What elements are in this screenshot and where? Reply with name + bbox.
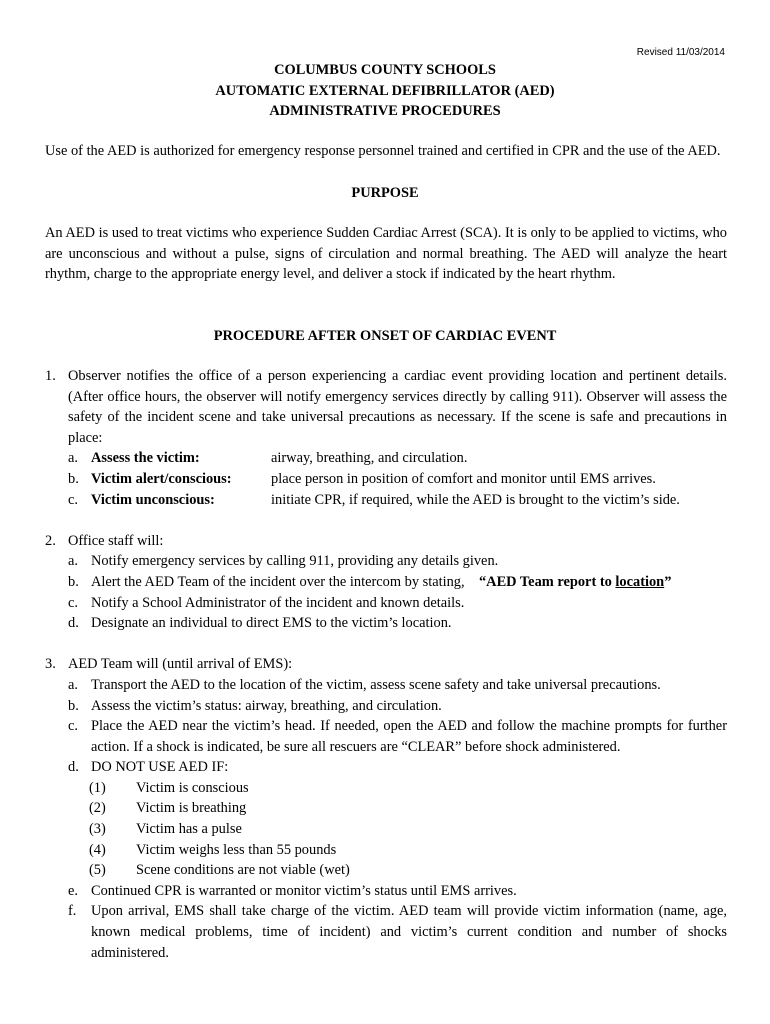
condition-number: (3) — [89, 821, 106, 838]
sub-item — [45, 881, 727, 902]
sub-letter: f. — [68, 903, 77, 920]
sub-item — [45, 572, 727, 593]
sub-text: Assess the victim’s status: airway, breathing, and circulation. — [91, 697, 442, 714]
sub-text: DO NOT USE AED IF: — [91, 759, 229, 776]
condition-item — [45, 860, 727, 881]
sub-item — [45, 593, 727, 614]
title-line-3: ADMINISTRATIVE PROCEDURES — [269, 103, 501, 119]
sub-letter: d. — [68, 615, 79, 632]
title-line-2: AUTOMATIC EXTERNAL DEFIBRILLATOR (AED) — [215, 82, 555, 99]
procedure-item-2 — [45, 531, 727, 552]
sub-letter: b. — [68, 697, 79, 714]
item-number: 3. — [45, 656, 56, 673]
sub-text: Continued CPR is warranted or monitor victim’s status until EMS arrives. — [91, 882, 517, 899]
sub-text-with-quote — [91, 572, 727, 593]
sub-item-unconscious — [45, 490, 727, 511]
sub-letter: a. — [68, 450, 78, 467]
sub-item-assess — [45, 448, 727, 469]
location-placeholder: location — [615, 573, 665, 590]
sub-letter: d. — [68, 759, 79, 776]
sub-item — [45, 901, 727, 963]
procedure-heading: PROCEDURE AFTER ONSET OF CARDIAC EVENT — [213, 328, 557, 344]
procedure-list — [45, 366, 727, 963]
sub-label: Victim unconscious: — [91, 491, 215, 508]
document-title — [0, 60, 770, 122]
sub-item — [45, 757, 727, 778]
condition-number: (2) — [89, 800, 106, 817]
sub-letter: b. — [68, 470, 79, 487]
sub-text: Place the AED near the victim’s head. If needed, open the AED and follow the machine prompts for further action. If a shock is indicated, be sure all rescuers are “CLEAR” before shock administered. — [91, 718, 727, 755]
procedure-item-3 — [45, 654, 727, 675]
condition-text: Victim is conscious — [136, 779, 249, 796]
condition-item — [45, 840, 727, 861]
sub-item — [45, 675, 727, 696]
condition-text: Scene conditions are not viable (wet) — [136, 862, 350, 879]
sub-letter: c. — [68, 718, 78, 735]
title-line-1: COLUMBUS COUNTY SCHOOLS — [274, 62, 496, 78]
sub-item — [45, 551, 727, 572]
sub-text: Alert the AED Team of the incident over the intercom by stating, — [91, 573, 465, 590]
sub-text: Designate an individual to direct EMS to the victim’s location. — [91, 615, 452, 632]
sub-letter: a. — [68, 553, 78, 570]
sub-letter: c. — [68, 594, 78, 611]
condition-text: Victim has a pulse — [136, 821, 242, 838]
procedure-item-1 — [45, 366, 727, 448]
item-number: 2. — [45, 532, 56, 549]
sub-item — [45, 696, 727, 717]
sub-item — [45, 716, 727, 757]
condition-item — [45, 819, 727, 840]
purpose-paragraph: An AED is used to treat victims who experience Sudden Cardiac Arrest (SCA). It is only to be applied to victims, who are unconscious and without a pulse, signs of circulation and normal breathing. The AED will analyze the heart rhythm, charge to the appropriate energy level, and deliver a stock if indicated by the heart rhythm. — [45, 225, 727, 283]
condition-number: (1) — [89, 779, 106, 796]
condition-item — [45, 798, 727, 819]
condition-item — [45, 778, 727, 799]
sub-label: Victim alert/conscious: — [91, 470, 232, 487]
item-number: 1. — [45, 368, 56, 384]
sub-letter: b. — [68, 573, 79, 590]
sub-item — [45, 613, 727, 634]
sub-description: airway, breathing, and circulation. — [271, 450, 468, 467]
condition-text: Victim weighs less than 55 pounds — [136, 841, 337, 858]
purpose-heading: PURPOSE — [351, 185, 419, 201]
item-text: Observer notifies the office of a person experiencing a cardiac event providing location and pertinent details. (After office hours, the observer will notify emergency services directly by calling 911). Observer will assess the safety of the incident scene and take universal precautions as necessary. If the scene is safe and precautions in place: — [68, 368, 727, 446]
sub-label: Assess the victim: — [91, 450, 200, 467]
sub-description: initiate CPR, if required, while the AED is brought to the victim’s side. — [271, 491, 680, 508]
sub-text: Transport the AED to the location of the victim, assess scene safety and take universal precautions. — [91, 676, 661, 693]
condition-number: (4) — [89, 841, 106, 858]
item-text: Office staff will: — [68, 532, 164, 549]
condition-text: Victim is breathing — [136, 800, 247, 817]
sub-text: Notify emergency services by calling 911, providing any details given. — [91, 553, 499, 570]
item-text: AED Team will (until arrival of EMS): — [68, 656, 293, 673]
condition-number: (5) — [89, 862, 106, 879]
sub-text: Upon arrival, EMS shall take charge of the victim. AED team will provide victim information (name, age, known medical problems, time of incident) and victim’s current condition and number of shocks administered. — [91, 903, 727, 961]
revision-date: Revised 11/03/2014 — [636, 47, 725, 58]
sub-text: Notify a School Administrator of the incident and known details. — [91, 594, 465, 611]
sub-letter: e. — [68, 882, 78, 899]
sub-item-alert — [45, 469, 727, 490]
sub-letter: a. — [68, 676, 78, 693]
sub-letter: c. — [68, 491, 78, 508]
sub-description: place person in position of comfort and monitor until EMS arrives. — [271, 470, 656, 487]
announcement-quote: “AED Team report to location” — [478, 573, 672, 590]
intro-paragraph: Use of the AED is authorized for emergency response personnel trained and certified in CPR and the use of the AED. — [45, 143, 721, 159]
